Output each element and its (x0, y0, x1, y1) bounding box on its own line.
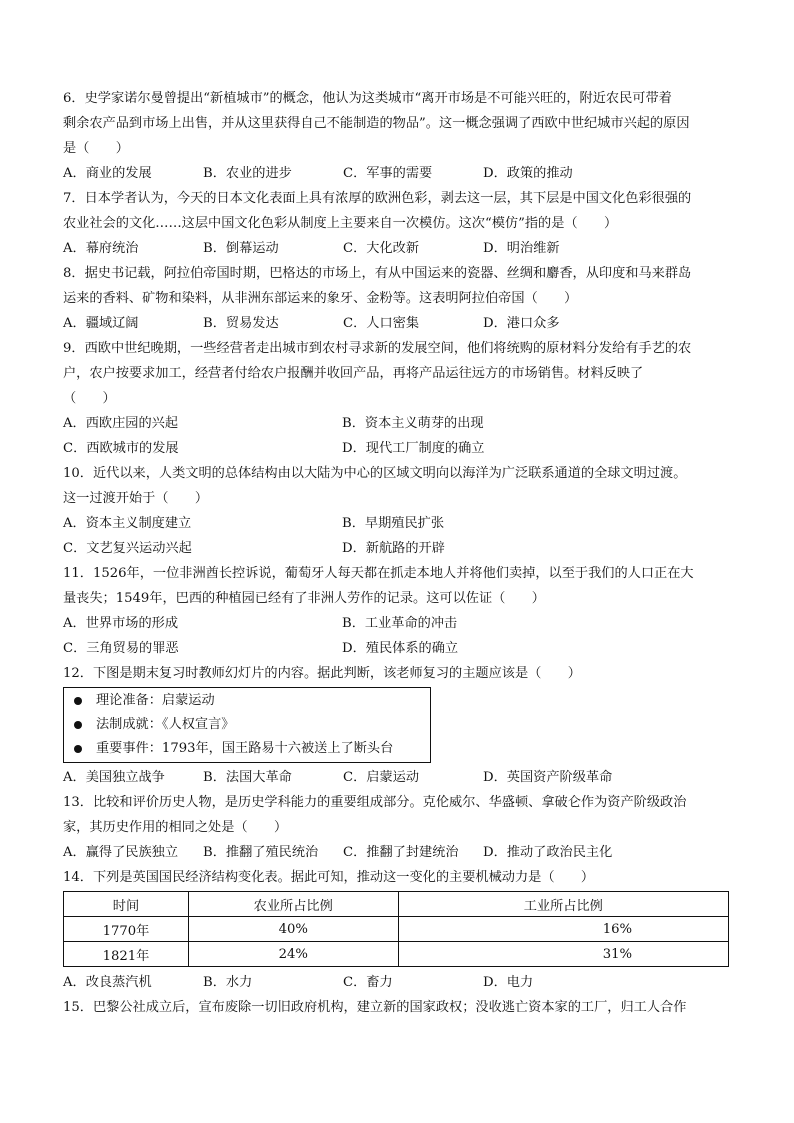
bullet-icon (74, 697, 82, 705)
option-a[interactable]: A．商业的发展 (63, 166, 152, 181)
options (63, 436, 731, 461)
table-header: 时间 (64, 892, 189, 917)
option-d[interactable]: D．现代工厂制度的确立 (342, 441, 485, 456)
option-d[interactable]: D．明治维新 (483, 241, 560, 256)
table-cell: 1770年 (64, 917, 189, 942)
option-a[interactable]: A．资本主义制度建立 (63, 516, 192, 531)
options (63, 236, 731, 261)
slide-box (63, 687, 431, 763)
slide-item (64, 737, 430, 761)
option-d[interactable]: D．推动了政治民主化 (483, 845, 613, 860)
table-row (64, 942, 729, 967)
option-c[interactable]: C．文艺复兴运动兴起 (63, 541, 192, 556)
option-a[interactable]: A．世界市场的形成 (63, 616, 179, 631)
options (63, 611, 731, 636)
option-a[interactable]: A．西欧庄园的兴起 (63, 416, 179, 431)
option-d[interactable]: D．电力 (483, 975, 534, 990)
table-cell: 1821年 (64, 942, 189, 967)
option-b[interactable]: B．倒幕运动 (203, 241, 279, 256)
question-14 (63, 865, 731, 995)
bullet-icon (74, 721, 82, 729)
option-b[interactable]: B．工业革命的冲击 (342, 616, 458, 631)
economy-table (63, 891, 729, 967)
slide-item-text: 理论准备：启蒙运动 (96, 693, 215, 708)
option-d[interactable]: D．港口众多 (483, 316, 560, 331)
question-10 (63, 461, 731, 561)
option-b[interactable]: B．农业的进步 (203, 166, 292, 181)
options (63, 161, 731, 186)
option-a[interactable]: A．美国独立战争 (63, 770, 165, 785)
option-b[interactable]: B．推翻了殖民统治 (203, 845, 319, 860)
exam-page (63, 86, 731, 1020)
question-text: 8．据史书记载，阿拉伯帝国时期，巴格达的市场上，有从中国运来的瓷器、丝绸和麝香，从印度和马来群岛 (63, 266, 692, 281)
option-a[interactable]: A．赢得了民族独立 (63, 845, 179, 860)
option-c[interactable]: C．西欧城市的发展 (63, 441, 179, 456)
table-cell: 24% (188, 942, 398, 967)
table-cell: 31% (398, 942, 728, 967)
option-d[interactable]: D．新航路的开辟 (342, 541, 445, 556)
question-9 (63, 336, 731, 461)
question-text: 家，其历史作用的相同之处是（ ） (63, 820, 288, 835)
question-11 (63, 561, 731, 661)
question-6 (63, 86, 731, 186)
slide-item-text: 重要事件：1793年，国王路易十六被送上了断头台 (96, 741, 394, 756)
option-c[interactable]: C．军事的需要 (343, 166, 433, 181)
question-text: 运来的香料、矿物和染料，从非洲东部运来的象牙、金粉等。这表明阿拉伯帝国（ ） (63, 291, 578, 306)
option-b[interactable]: B．水力 (203, 975, 253, 990)
question-15 (63, 995, 731, 1020)
option-b[interactable]: B．早期殖民扩张 (342, 516, 445, 531)
options (63, 765, 731, 790)
table-header-row (64, 892, 729, 917)
question-text: 15．巴黎公社成立后，宣布废除一切旧政府机构，建立新的国家政权；没收逃亡资本家的工厂，归工人合作 (63, 1000, 687, 1015)
question-text: 9．西欧中世纪晚期，一些经营者走出城市到农村寻求新的发展空间，他们将统购的原材料分发给有手艺的农 (63, 341, 692, 356)
question-12 (63, 661, 731, 790)
options (63, 840, 731, 865)
slide-item (64, 713, 430, 737)
table-cell: 40% (188, 917, 398, 942)
option-a[interactable]: A．疆域辽阔 (63, 316, 139, 331)
options (63, 970, 731, 995)
question-text: （ ） (63, 391, 116, 406)
question-13 (63, 790, 731, 865)
question-text: 10．近代以来，人类文明的总体结构由以大陆为中心的区域文明向以海洋为广泛联系通道的全球文明过渡。 (63, 466, 687, 481)
options (63, 511, 731, 536)
option-c[interactable]: C．大化改新 (343, 241, 420, 256)
option-d[interactable]: D．英国资产阶级革命 (483, 770, 613, 785)
option-d[interactable]: D．殖民体系的确立 (342, 641, 459, 656)
question-7 (63, 186, 731, 261)
bullet-icon (74, 745, 82, 753)
table-header: 农业所占比例 (188, 892, 398, 917)
question-text: 12．下图是期末复习时教师幻灯片的内容。据此判断，该老师复习的主题应该是（ ） (63, 666, 581, 681)
option-b[interactable]: B．法国大革命 (203, 770, 292, 785)
question-text: 量丧失；1549年，巴西的种植园已经有了非洲人劳作的记录。这可以佐证（ ） (63, 591, 545, 606)
options (63, 411, 731, 436)
option-a[interactable]: A．改良蒸汽机 (63, 975, 152, 990)
options (63, 636, 731, 661)
question-text: 是（ ） (63, 141, 129, 156)
option-b[interactable]: B．贸易发达 (203, 316, 279, 331)
question-text: 7．日本学者认为，今天的日本文化表面上具有浓厚的欧洲色彩，剥去这一层，其下层是中国文化色彩很强的 (63, 191, 692, 206)
option-c[interactable]: C．推翻了封建统治 (343, 845, 459, 860)
table-cell: 16% (398, 917, 728, 942)
question-text: 14．下列是英国国民经济结构变化表。据此可知，推动这一变化的主要机械动力是（ ） (63, 870, 595, 885)
option-c[interactable]: C．人口密集 (343, 316, 420, 331)
option-b[interactable]: B．资本主义萌芽的出现 (342, 416, 484, 431)
question-text: 农业社会的文化……这层中国文化色彩从制度上主要来自一次模仿。这次“模仿”指的是（ ） (63, 216, 618, 231)
options (63, 536, 731, 561)
slide-item-text: 法制成就：《人权宣言》 (96, 717, 235, 732)
option-c[interactable]: C．三角贸易的罪恶 (63, 641, 179, 656)
slide-item (64, 689, 430, 713)
option-c[interactable]: C．启蒙运动 (343, 770, 420, 785)
question-text: 6．史学家诺尔曼曾提出“新植城市”的概念，他认为这类城市“离开市场是不可能兴旺的，附近农民可带着 (63, 91, 672, 106)
option-c[interactable]: C．畜力 (343, 975, 393, 990)
option-a[interactable]: A．幕府统治 (63, 241, 139, 256)
question-text: 这一过渡开始于（ ） (63, 491, 209, 506)
question-text: 13．比较和评价历史人物，是历史学科能力的重要组成部分。克伦威尔、华盛顿、拿破仑作为资产阶级政治 (63, 795, 687, 810)
question-text: 11．1526年，一位非洲酋长控诉说，葡萄牙人每天都在抓走本地人并将他们卖掉，以至于我们的人口正在大 (63, 566, 694, 581)
question-8 (63, 261, 731, 336)
question-text: 户，农户按要求加工，经营者付给农户报酬并收回产品，再将产品运往远方的市场销售。材料反映了 (63, 366, 644, 381)
options (63, 311, 731, 336)
table-header: 工业所占比例 (398, 892, 728, 917)
table-row (64, 917, 729, 942)
question-text: 剩余农产品到市场上出售，并从这里获得自己不能制造的物品”。这一概念强调了西欧中世纪城市兴起的原因 (63, 116, 690, 131)
option-d[interactable]: D．政策的推动 (483, 166, 573, 181)
